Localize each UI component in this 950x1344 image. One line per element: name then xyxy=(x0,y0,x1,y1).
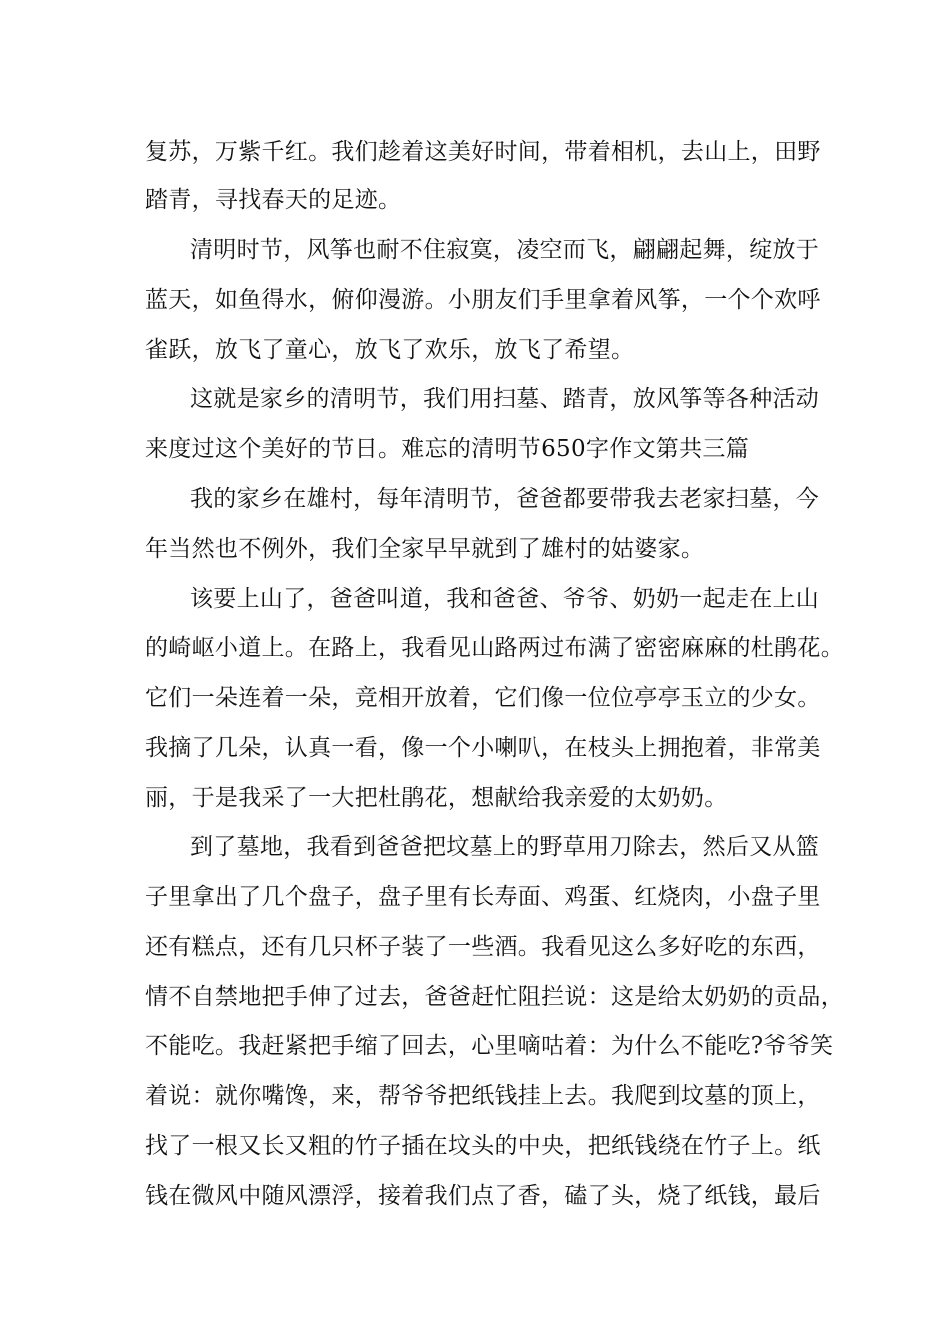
text-line: 它们一朵连着一朵，竞相开放着，它们像一位位亭亭玉立的少女。 xyxy=(145,685,821,711)
text-line: 雀跃，放飞了童心，放飞了欢乐，放飞了希望。 xyxy=(145,337,635,363)
text-line: 情不自禁地把手伸了过去，爸爸赶忙阻拦说：这是给太奶奶的贡品， xyxy=(145,984,844,1010)
text-line: 子里拿出了几个盘子，盘子里有长寿面、鸡蛋、红烧肉，小盘子里 xyxy=(145,884,821,910)
text-line: 着说：就你嘴馋，来，帮爷爷把纸钱挂上去。我爬到坟墓的顶上， xyxy=(145,1083,821,1109)
text-line: 年当然也不例外，我们全家早早就到了雄村的姑婆家。 xyxy=(145,536,705,562)
text-line: 复苏，万紫千红。我们趁着这美好时间，带着相机，去山上，田野 xyxy=(145,139,821,165)
text-line: 不能吃。我赶紧把手缩了回去，心里嘀咕着：为什么不能吃?爷爷笑 xyxy=(145,1033,834,1059)
text-line: 这就是家乡的清明节，我们用扫墓、踏青，放风筝等各种活动 xyxy=(190,386,820,412)
text-line: 找了一根又长又粗的竹子插在坟头的中央，把纸钱绕在竹子上。纸 xyxy=(145,1133,821,1159)
text-line: 清明时节，风筝也耐不住寂寞，凌空而飞，翩翩起舞，绽放于 xyxy=(190,237,820,263)
text-line: 我摘了几朵，认真一看，像一个小喇叭，在枝头上拥抱着，非常美 xyxy=(145,735,821,761)
text-line: 还有糕点，还有几只杯子装了一些酒。我看见这么多好吃的东西， xyxy=(145,934,821,960)
text-line: 到了墓地，我看到爸爸把坟墓上的野草用刀除去，然后又从篮 xyxy=(190,834,820,860)
text-line: 的崎岖小道上。在路上，我看见山路两过布满了密密麻麻的杜鹃花。 xyxy=(145,635,844,661)
text-line: 踏青，寻找春天的足迹。 xyxy=(145,187,402,213)
text-line: 蓝天，如鱼得水，俯仰漫游。小朋友们手里拿着风筝，一个个欢呼 xyxy=(145,287,821,313)
text-line: 钱在微风中随风漂浮，接着我们点了香，磕了头，烧了纸钱，最后 xyxy=(145,1183,821,1209)
text-line: 该要上山了，爸爸叫道，我和爸爸、爷爷、奶奶一起走在上山 xyxy=(190,586,820,612)
text-line: 我的家乡在雄村，每年清明节，爸爸都要带我去老家扫墓，今 xyxy=(190,486,820,512)
text-line: 丽，于是我采了一大把杜鹃花，想献给我亲爱的太奶奶。 xyxy=(145,785,728,811)
text-line: 来度过这个美好的节日。难忘的清明节650字作文第共三篇 xyxy=(145,436,749,462)
